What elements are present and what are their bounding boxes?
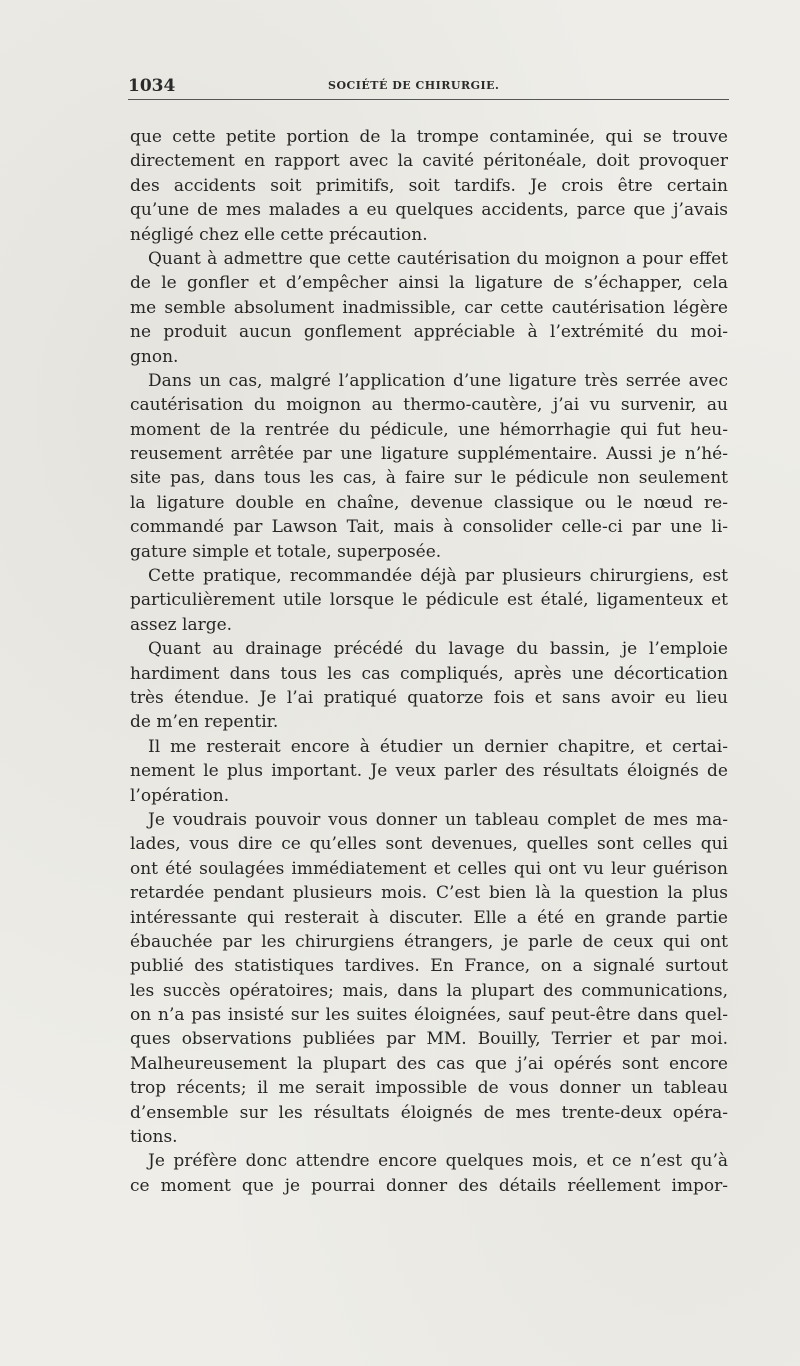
text-line: la ligature double en chaîne, devenue classique ou le nœud re- bbox=[130, 492, 728, 513]
text-line: gnon. bbox=[130, 346, 179, 367]
text-line: assez large. bbox=[130, 614, 233, 635]
text-line: tions. bbox=[130, 1127, 178, 1148]
text-line: Quant au drainage précédé du lavage du bassin, je l’emploie bbox=[148, 639, 728, 660]
text-line: nement le plus important. Je veux parler des résultats éloignés de bbox=[130, 761, 728, 782]
text-line: Il me resterait encore à étudier un dernier chapitre, et certai- bbox=[148, 736, 728, 757]
text-line: Malheureusement la plupart des cas que j’ai opérés sont encore bbox=[130, 1053, 728, 1074]
text-line: gature simple et totale, superposée. bbox=[130, 541, 442, 562]
running-head-title: SOCIÉTÉ DE CHIRURGIE. bbox=[328, 79, 500, 92]
text-line: très étendue. Je l’ai pratiqué quatorze fois et sans avoir eu lieu bbox=[130, 687, 728, 708]
text-line: site pas, dans tous les cas, à faire sur le pédicule non seulement bbox=[130, 468, 728, 489]
text-line: les succès opératoires; mais, dans la plupart des communications, bbox=[130, 980, 728, 1001]
text-line: Quant à admettre que cette cautérisation du moignon a pour effet bbox=[148, 248, 728, 269]
text-line: hardiment dans tous les cas compliqués, après une décortication bbox=[130, 663, 728, 684]
text-line: Je préfère donc attendre encore quelques mois, et ce n’est qu’à bbox=[148, 1151, 728, 1172]
text-line: de le gonfler et d’empêcher ainsi la ligature de s’échapper, cela bbox=[130, 273, 728, 294]
text-line: retardée pendant plusieurs mois. C’est bien là la question la plus bbox=[130, 883, 728, 904]
text-line: reusement arrêtée par une ligature supplémentaire. Aussi je n’hé- bbox=[130, 444, 728, 465]
text-line: ébauchée par les chirurgiens étrangers, je parle de ceux qui ont bbox=[130, 931, 728, 952]
text-line: on n’a pas insisté sur les suites éloignées, sauf peut-être dans quel- bbox=[130, 1005, 728, 1026]
text-line: qu’une de mes malades a eu quelques accidents, parce que j’avais bbox=[130, 200, 728, 221]
body-text bbox=[130, 125, 728, 1198]
text-line: des accidents soit primitifs, soit tardifs. Je crois être certain bbox=[130, 175, 728, 196]
text-line: cautérisation du moignon au thermo-cautère, j’ai vu survenir, au bbox=[130, 395, 728, 416]
text-line: publié des statistiques tardives. En France, on a signalé surtout bbox=[130, 956, 728, 977]
text-line: que cette petite portion de la trompe contaminée, qui se trouve bbox=[130, 127, 728, 147]
text-line: ques observations publiées par MM. Bouilly, Terrier et par moi. bbox=[130, 1029, 728, 1050]
page-number: 1034 bbox=[128, 76, 176, 96]
text-line: particulièrement utile lorsque le pédicule est étalé, ligamenteux et bbox=[130, 590, 728, 611]
text-line: l’opération. bbox=[130, 785, 230, 806]
running-head bbox=[128, 76, 728, 100]
text-line: ont été soulagées immédiatement et celles qui ont vu leur guérison bbox=[130, 858, 728, 879]
text-line: trop récents; il me serait impossible de vous donner un tableau bbox=[130, 1078, 728, 1099]
text-line: intéressante qui resterait à discuter. Elle a été en grande partie bbox=[130, 907, 728, 928]
text-line: ce moment que je pourrai donner des détails réellement impor- bbox=[130, 1175, 728, 1196]
text-line: Dans un cas, malgré l’application d’une ligature très serrée avec bbox=[148, 370, 728, 391]
text-line: moment de la rentrée du pédicule, une hémorrhagie qui fut heu- bbox=[130, 419, 728, 440]
text-line: ne produit aucun gonflement appréciable à l’extrémité du moi- bbox=[130, 322, 728, 343]
text-line: directement en rapport avec la cavité péritonéale, doit provoquer bbox=[130, 151, 728, 172]
text-line: commandé par Lawson Tait, mais à consolider celle-ci par une li- bbox=[130, 517, 728, 538]
text-line: Je voudrais pouvoir vous donner un tableau complet de mes ma- bbox=[148, 809, 728, 830]
text-line: me semble absolument inadmissible, car cette cautérisation légère bbox=[130, 297, 728, 318]
text-line: lades, vous dire ce qu’elles sont devenues, quelles sont celles qui bbox=[130, 834, 728, 855]
text-line: d’ensemble sur les résultats éloignés de mes trente-deux opéra- bbox=[130, 1102, 728, 1123]
header-rule bbox=[128, 99, 729, 100]
text-line: négligé chez elle cette précaution. bbox=[130, 224, 428, 245]
text-line: Cette pratique, recommandée déjà par plusieurs chirurgiens, est bbox=[148, 566, 728, 587]
text-line: de m’en repentir. bbox=[130, 712, 279, 733]
